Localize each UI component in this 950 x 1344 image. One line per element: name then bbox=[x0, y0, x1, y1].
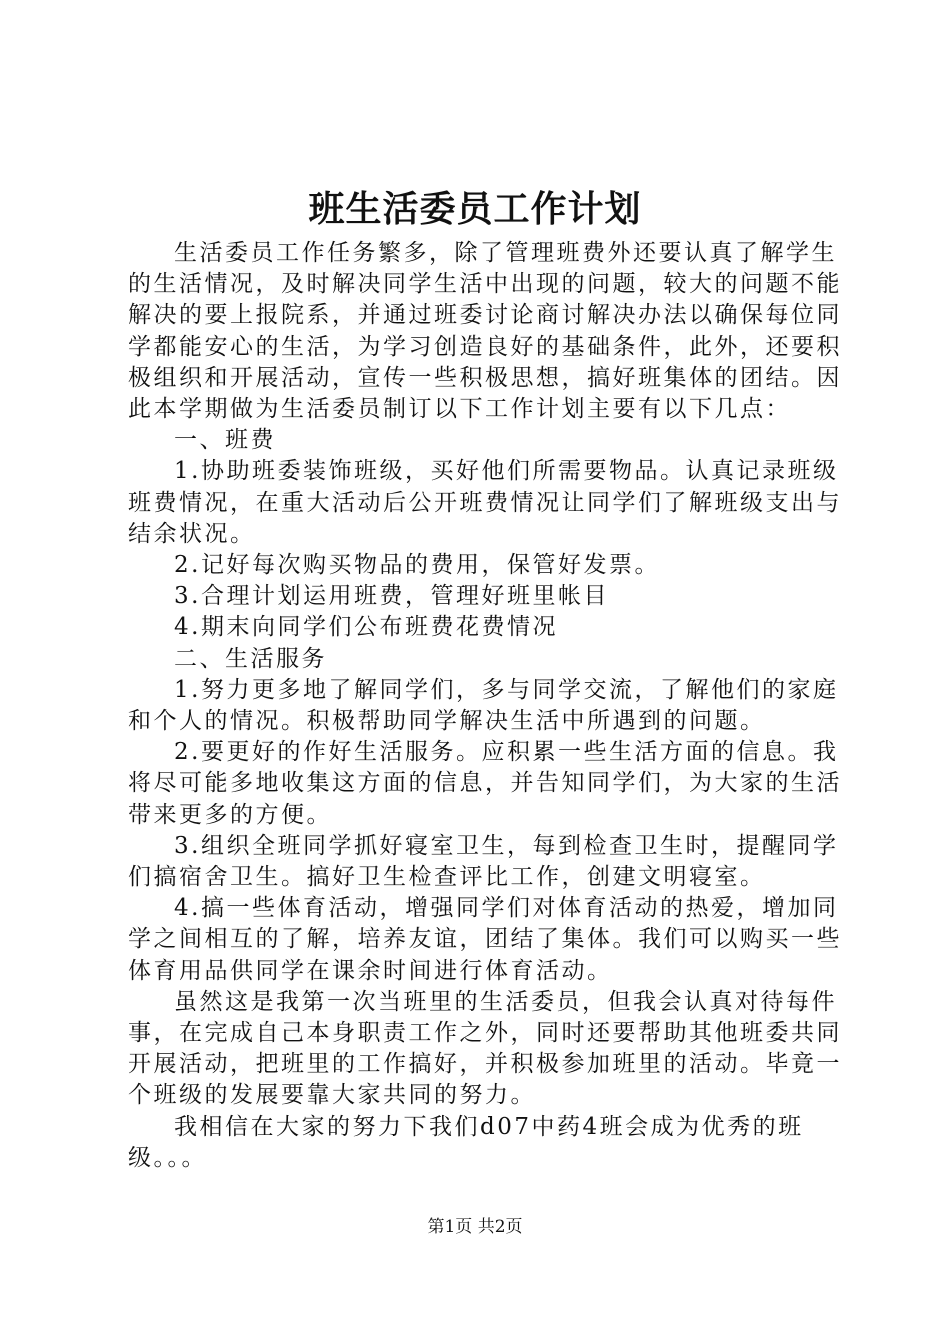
paragraph-closing: 我相信在大家的努力下我们d07中药4班会成为优秀的班级。。。 bbox=[128, 1113, 804, 1171]
list-item: 1.协助班委装饰班级，买好他们所需要物品。认真记录班级班费情况，在重大活动后公开班费情况让同学们了解班级支出与结余状况。 bbox=[128, 458, 842, 547]
page-title: 班生活委员工作计划 bbox=[308, 188, 642, 230]
paragraph-intro: 生活委员工作任务繁多，除了管理班费外还要认真了解学生的生活情况，及时解决同学生活中出现的问题，较大的问题不能解决的要上报院系，并通过班委讨论商讨解决办法以确保每位同学都能安心的生活，为学习创造良好的基础条件，此外，还要积极组织和开展活动，宣传一些积极思想，搞好班集体的团结。因此本学期做为生活委员制订以下工作计划主要有以下几点： bbox=[128, 240, 842, 423]
document-body bbox=[128, 238, 848, 1174]
list-item: 4.期末向同学们公布班费花费情况 bbox=[174, 614, 558, 641]
list-item: 1.努力更多地了解同学们，多与同学交流，了解他们的家庭和个人的情况。积极帮助同学解决生活中所遇到的问题。 bbox=[128, 676, 839, 735]
section-heading-life-service: 二、生活服务 bbox=[174, 645, 327, 672]
list-item: 2.记好每次购买物品的费用，保管好发票。 bbox=[174, 552, 660, 579]
section-heading-class-fee: 一、班费 bbox=[174, 427, 276, 454]
paragraph-conclusion: 虽然这是我第一次当班里的生活委员，但我会认真对待每件事，在完成自己本身职责工作之外，同时还要帮助其他班委共同开展活动，把班里的工作搞好，并积极参加班里的活动。毕竟一个班级的发展要靠大家共同的努力。 bbox=[128, 988, 842, 1109]
list-item: 2.要更好的作好生活服务。应积累一些生活方面的信息。我将尽可能多地收集这方面的信息，并告知同学们，为大家的生活带来更多的方便。 bbox=[128, 739, 842, 828]
list-item: 4.搞一些体育活动，增强同学们对体育活动的热爱，增加同学之间相互的了解，培养友谊，团结了集体。我们可以购买一些体育用品供同学在课余时间进行体育活动。 bbox=[128, 895, 842, 984]
list-item: 3.组织全班同学抓好寝室卫生，每到检查卫生时，提醒同学们搞宿舍卫生。搞好卫生检查评比工作，创建文明寝室。 bbox=[128, 832, 839, 891]
page-number: 第1页 共2页 bbox=[427, 1217, 523, 1237]
list-item: 3.合理计划运用班费，管理好班里帐目 bbox=[174, 583, 609, 610]
